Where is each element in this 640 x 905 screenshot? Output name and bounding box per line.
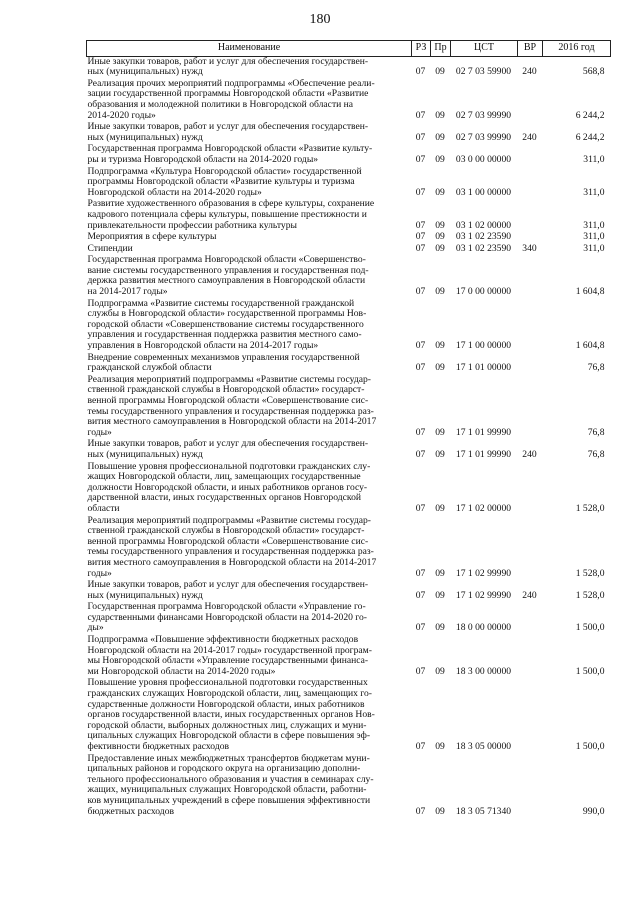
- row-vr: [518, 79, 543, 122]
- row-sum: 76,8: [587, 426, 605, 438]
- row-name-line: гражданских служащих Новгородской области, лиц, замещающих го-: [87, 688, 372, 700]
- table-row: [87, 79, 611, 122]
- row-pr: 09: [435, 109, 445, 121]
- table-row: [87, 602, 611, 635]
- row-name-line: мы Новгородской области «Управление государственными финанса-: [87, 655, 369, 667]
- table-header-row: [87, 41, 611, 57]
- row-name-line: ды»: [87, 622, 104, 634]
- budget-table: [86, 40, 611, 818]
- row-name-line: Мероприятия в сфере культуры: [87, 231, 217, 243]
- table-row: [87, 635, 611, 678]
- row-pr: 09: [435, 622, 445, 634]
- row-rz: 07: [415, 665, 426, 677]
- row-vr: [518, 635, 543, 678]
- row-vr: [518, 754, 543, 819]
- row-cst: 18 3 05 00000: [455, 741, 512, 752]
- row-name-line: Реализация мероприятий подпрограммы «Развитие системы государ-: [87, 514, 372, 526]
- row-name-line: Государственная программа Новгородской области «Управление го-: [87, 601, 366, 613]
- row-name-line: вание системы государственного управления и государственная под-: [87, 264, 369, 276]
- row-vr: [518, 299, 543, 353]
- row-rz: 07: [415, 231, 426, 243]
- row-name-line: Реализация мероприятий подпрограммы «Развитие системы государ-: [87, 373, 372, 385]
- row-name-line: ных (муниципальных) нужд: [87, 131, 203, 143]
- row-name-line: вития местного самоуправления в Новгородской области на 2014-2017: [87, 556, 377, 568]
- row-name-cell: [87, 255, 412, 298]
- row-name-line: городской области «Совершенствование системы государственного: [87, 318, 364, 330]
- row-name-line: органов государственной власти, иных государственных органов Нов-: [87, 709, 375, 721]
- row-name-line: ных (муниципальных) нужд: [87, 66, 203, 78]
- header-pr: Пр: [431, 41, 451, 57]
- row-sum: 311,0: [583, 219, 605, 231]
- row-cst: 17 1 01 99990: [455, 426, 512, 438]
- row-pr: 09: [435, 741, 445, 752]
- row-name-line: Подпрограмма «Повышение эффективности бюджетных расходов: [87, 634, 359, 646]
- row-cst: 17 1 01 99990: [455, 448, 512, 460]
- header-name: Наименование: [87, 41, 412, 57]
- row-rz: 07: [415, 153, 426, 165]
- row-vr: 240: [522, 448, 537, 460]
- row-rz: 07: [415, 589, 426, 601]
- row-name-line: темы государственного управления и государственная поддержка раз-: [87, 546, 374, 558]
- row-name-line: Стипендии: [87, 242, 133, 254]
- row-sum: 76,8: [587, 362, 605, 374]
- row-name-cell: [87, 580, 412, 602]
- table-row: [87, 199, 611, 232]
- row-name-line: Подпрограмма «Развитие системы государственной гражданской: [87, 297, 355, 309]
- row-name-cell: [87, 79, 412, 122]
- row-pr: 09: [435, 186, 445, 198]
- row-vr: [518, 678, 543, 753]
- row-name-line: Внедрение современных механизмов управления государственной: [87, 351, 360, 363]
- header-cst: ЦСТ: [451, 41, 518, 57]
- row-rz: 07: [415, 567, 426, 579]
- row-name-line: венной программы Новгородской области «Совершенствование сис-: [87, 395, 369, 406]
- table-row: [87, 167, 611, 200]
- row-name-line: годы»: [87, 426, 112, 438]
- row-vr: [518, 232, 543, 244]
- row-rz: 07: [415, 219, 426, 231]
- table-row: [87, 353, 611, 375]
- table-row: [87, 299, 611, 353]
- row-sum: 1 604,8: [575, 286, 605, 298]
- row-rz: 07: [415, 242, 426, 254]
- row-pr: 09: [435, 502, 445, 514]
- row-sum: 1 604,8: [575, 340, 605, 352]
- table-row: [87, 375, 611, 440]
- row-name-line: ственной гражданской службы в Новгородской области» государст-: [87, 384, 365, 396]
- row-name-line: Предоставление иных межбюджетных трансфертов бюджетам муни-: [87, 752, 370, 764]
- row-name-cell: [87, 635, 412, 678]
- row-vr: 240: [522, 131, 537, 143]
- row-vr: [518, 167, 543, 200]
- row-name-line: Подпрограмма «Культура Новгородской области» государственной: [87, 165, 362, 177]
- row-cst: 18 3 05 71340: [455, 805, 512, 817]
- row-name-line: привлекательности профессии работника культуры: [87, 219, 297, 231]
- row-sum: 6 244,2: [575, 131, 605, 143]
- row-rz: 07: [415, 622, 426, 634]
- row-cst: 03 1 02 23590: [455, 231, 512, 243]
- row-rz: 07: [415, 186, 426, 198]
- row-name-line: ми Новгородской области на 2014-2020 годы»: [87, 665, 276, 677]
- row-name-line: должности Новгородской области, и иных работников органов госу-: [87, 481, 368, 493]
- row-name-cell: [87, 122, 412, 144]
- table-row: [87, 255, 611, 298]
- row-name-line: на 2014-2017 годы»: [87, 286, 168, 298]
- row-name-line: службы в Новгородской области» государственной программы Нов-: [87, 308, 367, 320]
- table-row: [87, 232, 611, 244]
- page-number: 180: [309, 12, 331, 27]
- row-sum: 6 244,2: [575, 109, 605, 121]
- table-row: [87, 122, 611, 144]
- row-cst: 02 7 03 59900: [455, 66, 512, 78]
- row-cst: 02 7 03 99990: [455, 131, 512, 143]
- row-name-line: управления и государственная поддержка развития местного само-: [87, 329, 362, 341]
- table-row: [87, 754, 611, 819]
- row-pr: 09: [435, 131, 445, 143]
- row-name-line: области: [87, 502, 120, 514]
- row-sum: 568,8: [582, 66, 605, 78]
- row-pr: 09: [435, 567, 445, 579]
- table-row: [87, 56, 611, 79]
- row-name-line: Государственная программа Новгородской области «Совершенство-: [87, 254, 366, 266]
- row-vr: 340: [522, 242, 537, 254]
- row-pr: 09: [435, 448, 445, 460]
- row-name-line: программы Новгородской области «Развитие культуры и туризма: [87, 176, 355, 188]
- row-pr: 09: [435, 340, 445, 352]
- row-sum: 990,0: [582, 805, 605, 817]
- row-name-line: сударственными финансами Новгородской области на 2014-2020 го-: [87, 611, 367, 623]
- row-vr: [518, 199, 543, 232]
- row-sum: 1 528,0: [575, 502, 605, 514]
- row-vr: [518, 602, 543, 635]
- row-name-line: тельного профессионального образования и участия в семинарах слу-: [87, 773, 374, 785]
- row-name-line: образования и молодежной политики в Новгородской области на: [87, 98, 354, 110]
- row-cst: 03 1 00 00000: [455, 186, 512, 198]
- row-cst: 03 1 02 00000: [455, 219, 512, 231]
- row-vr: [518, 255, 543, 298]
- row-name-line: Государственная программа Новгородской области «Развитие культу-: [87, 143, 373, 155]
- row-name-line: ков муниципальных учреждений в сфере повышения эффективности: [87, 794, 371, 806]
- row-vr: 240: [522, 66, 537, 78]
- row-sum: 311,0: [583, 186, 605, 198]
- row-sum: 1 528,0: [575, 589, 605, 601]
- row-rz: 07: [415, 362, 426, 374]
- row-pr: 09: [435, 589, 445, 601]
- row-name-line: городской области, выборных должностных лиц, служащих и муни-: [87, 719, 367, 731]
- row-name-cell: [87, 167, 412, 200]
- row-name-line: темы государственного управления и государственная поддержка раз-: [87, 405, 374, 417]
- row-vr: [518, 375, 543, 440]
- row-cst: 17 1 00 00000: [455, 340, 512, 352]
- row-cst: 18 3 00 00000: [455, 665, 512, 677]
- row-cst: 18 0 00 00000: [455, 622, 512, 634]
- row-name-cell: [87, 144, 412, 166]
- row-cst: 17 0 00 00000: [455, 286, 512, 298]
- row-name-line: держка развития местного самоуправления в Новгородской области: [87, 275, 366, 287]
- row-name-cell: [87, 232, 412, 244]
- row-sum: 1 500,0: [575, 622, 605, 634]
- row-rz: 07: [415, 286, 426, 298]
- row-rz: 07: [415, 502, 426, 514]
- row-rz: 07: [415, 66, 426, 78]
- row-name-cell: [87, 199, 412, 232]
- row-pr: 09: [435, 426, 445, 438]
- row-rz: 07: [415, 340, 426, 352]
- row-name-line: Новгородской области на 2014-2017 годы» государственной програм-: [87, 644, 372, 656]
- row-vr: [518, 144, 543, 166]
- row-pr: 09: [435, 665, 445, 677]
- row-rz: 07: [415, 805, 426, 817]
- row-sum: 1 500,0: [575, 741, 605, 752]
- row-pr: 09: [435, 286, 445, 298]
- table-row: [87, 516, 611, 581]
- row-name-line: Новгородской области на 2014-2020 годы»: [87, 186, 262, 198]
- row-name-line: Повышение уровня профессиональной подготовки государственных: [87, 677, 368, 689]
- row-name-line: ных (муниципальных) нужд: [87, 589, 203, 601]
- table-row: [87, 580, 611, 602]
- row-name-cell: [87, 754, 412, 819]
- row-cst: 17 1 01 00000: [455, 362, 512, 374]
- row-cst: 17 1 02 99990: [455, 567, 512, 579]
- row-name-cell: [87, 516, 412, 581]
- row-name-line: ципальных районов и городского округа на организацию дополни-: [87, 763, 361, 775]
- row-name-line: дарственной власти, иных государственных органов Новгородской: [87, 492, 361, 504]
- row-name-cell: [87, 56, 412, 79]
- row-name-line: жащих Новгородской области, лиц, замещающих государственные: [87, 471, 361, 483]
- row-vr: 240: [522, 589, 537, 601]
- row-pr: 09: [435, 219, 445, 231]
- table-row: [87, 462, 611, 516]
- row-name-line: вития местного самоуправления в Новгородской области на 2014-2017: [87, 416, 377, 428]
- row-name-cell: [87, 462, 412, 516]
- row-name-line: ственной гражданской службы в Новгородской области» государст-: [87, 525, 365, 537]
- row-sum: 1 500,0: [575, 665, 605, 677]
- row-name-cell: [87, 678, 412, 753]
- row-rz: 07: [415, 131, 426, 143]
- row-name-line: 2014-2020 годы»: [87, 109, 156, 121]
- row-vr: [518, 516, 543, 581]
- row-vr: [518, 462, 543, 516]
- row-rz: 07: [415, 448, 426, 460]
- row-name-line: Иные закупки товаров, работ и услуг для обеспечения государствен-: [87, 55, 369, 67]
- row-name-cell: [87, 375, 412, 440]
- row-name-line: Иные закупки товаров, работ и услуг для обеспечения государствен-: [87, 579, 369, 591]
- row-sum: 1 528,0: [575, 567, 605, 579]
- row-name-line: фективности бюджетных расходов: [87, 741, 230, 752]
- row-name-line: сударственные должности Новгородской области, иных работников: [87, 698, 365, 710]
- row-pr: 09: [435, 362, 445, 374]
- row-name-line: Иные закупки товаров, работ и услуг для обеспечения государствен-: [87, 121, 369, 133]
- row-rz: 07: [415, 109, 426, 121]
- table-row: [87, 439, 611, 461]
- row-sum: 311,0: [583, 231, 605, 243]
- row-sum: 76,8: [587, 448, 605, 460]
- row-name-line: кадрового потенциала сферы культуры, повышение престижности и: [87, 208, 367, 220]
- row-cst: 17 1 02 00000: [455, 502, 512, 514]
- header-vr: ВР: [518, 41, 543, 57]
- row-cst: 03 1 02 23590: [455, 242, 512, 254]
- row-pr: 09: [435, 231, 445, 243]
- row-name-line: бюджетных расходов: [87, 805, 175, 817]
- row-name-line: гражданской службой области: [87, 362, 212, 374]
- row-name-line: венной программы Новгородской области «Совершенствование сис-: [87, 535, 369, 547]
- row-name-line: Иные закупки товаров, работ и услуг для обеспечения государствен-: [87, 438, 369, 450]
- header-year: 2016 год: [543, 41, 611, 57]
- row-cst: 03 0 00 00000: [455, 153, 512, 165]
- row-name-line: годы»: [87, 567, 112, 579]
- row-name-cell: [87, 353, 412, 375]
- row-name-line: ры и туризма Новгородской области на 2014-2020 годы»: [87, 153, 319, 165]
- header-rz: РЗ: [412, 41, 431, 57]
- row-name-cell: [87, 299, 412, 353]
- row-pr: 09: [435, 805, 445, 817]
- row-name-line: жащих, муниципальных служащих Новгородской области, работни-: [87, 784, 367, 796]
- row-name-line: ципальных служащих Новгородской области в сфере повышения эф-: [87, 730, 371, 742]
- table-row: [87, 144, 611, 166]
- row-pr: 09: [435, 242, 445, 254]
- row-pr: 09: [435, 153, 445, 165]
- row-name-line: управления в Новгородской области на 2014-2017 годы»: [87, 340, 319, 352]
- row-cst: 17 1 02 99990: [455, 589, 512, 601]
- row-name-cell: [87, 602, 412, 635]
- row-sum: 311,0: [583, 242, 605, 254]
- row-vr: [518, 353, 543, 375]
- row-name-line: Повышение уровня профессиональной подготовки гражданских слу-: [87, 460, 371, 472]
- row-name-line: ных (муниципальных) нужд: [87, 448, 203, 460]
- row-cst: 02 7 03 99990: [455, 109, 512, 121]
- row-sum: 311,0: [583, 153, 605, 165]
- table-row: [87, 678, 611, 753]
- row-name-line: зации государственной программы Новгородской области «Развитие: [87, 88, 369, 100]
- row-name-cell: [87, 439, 412, 461]
- row-rz: 07: [415, 426, 426, 438]
- row-rz: 07: [415, 741, 426, 752]
- row-name-line: Реализация прочих мероприятий подпрограммы «Обеспечение реали-: [87, 77, 375, 89]
- row-pr: 09: [435, 66, 445, 78]
- row-name-line: Развитие художественного образования в сфере культуры, сохранение: [87, 198, 375, 210]
